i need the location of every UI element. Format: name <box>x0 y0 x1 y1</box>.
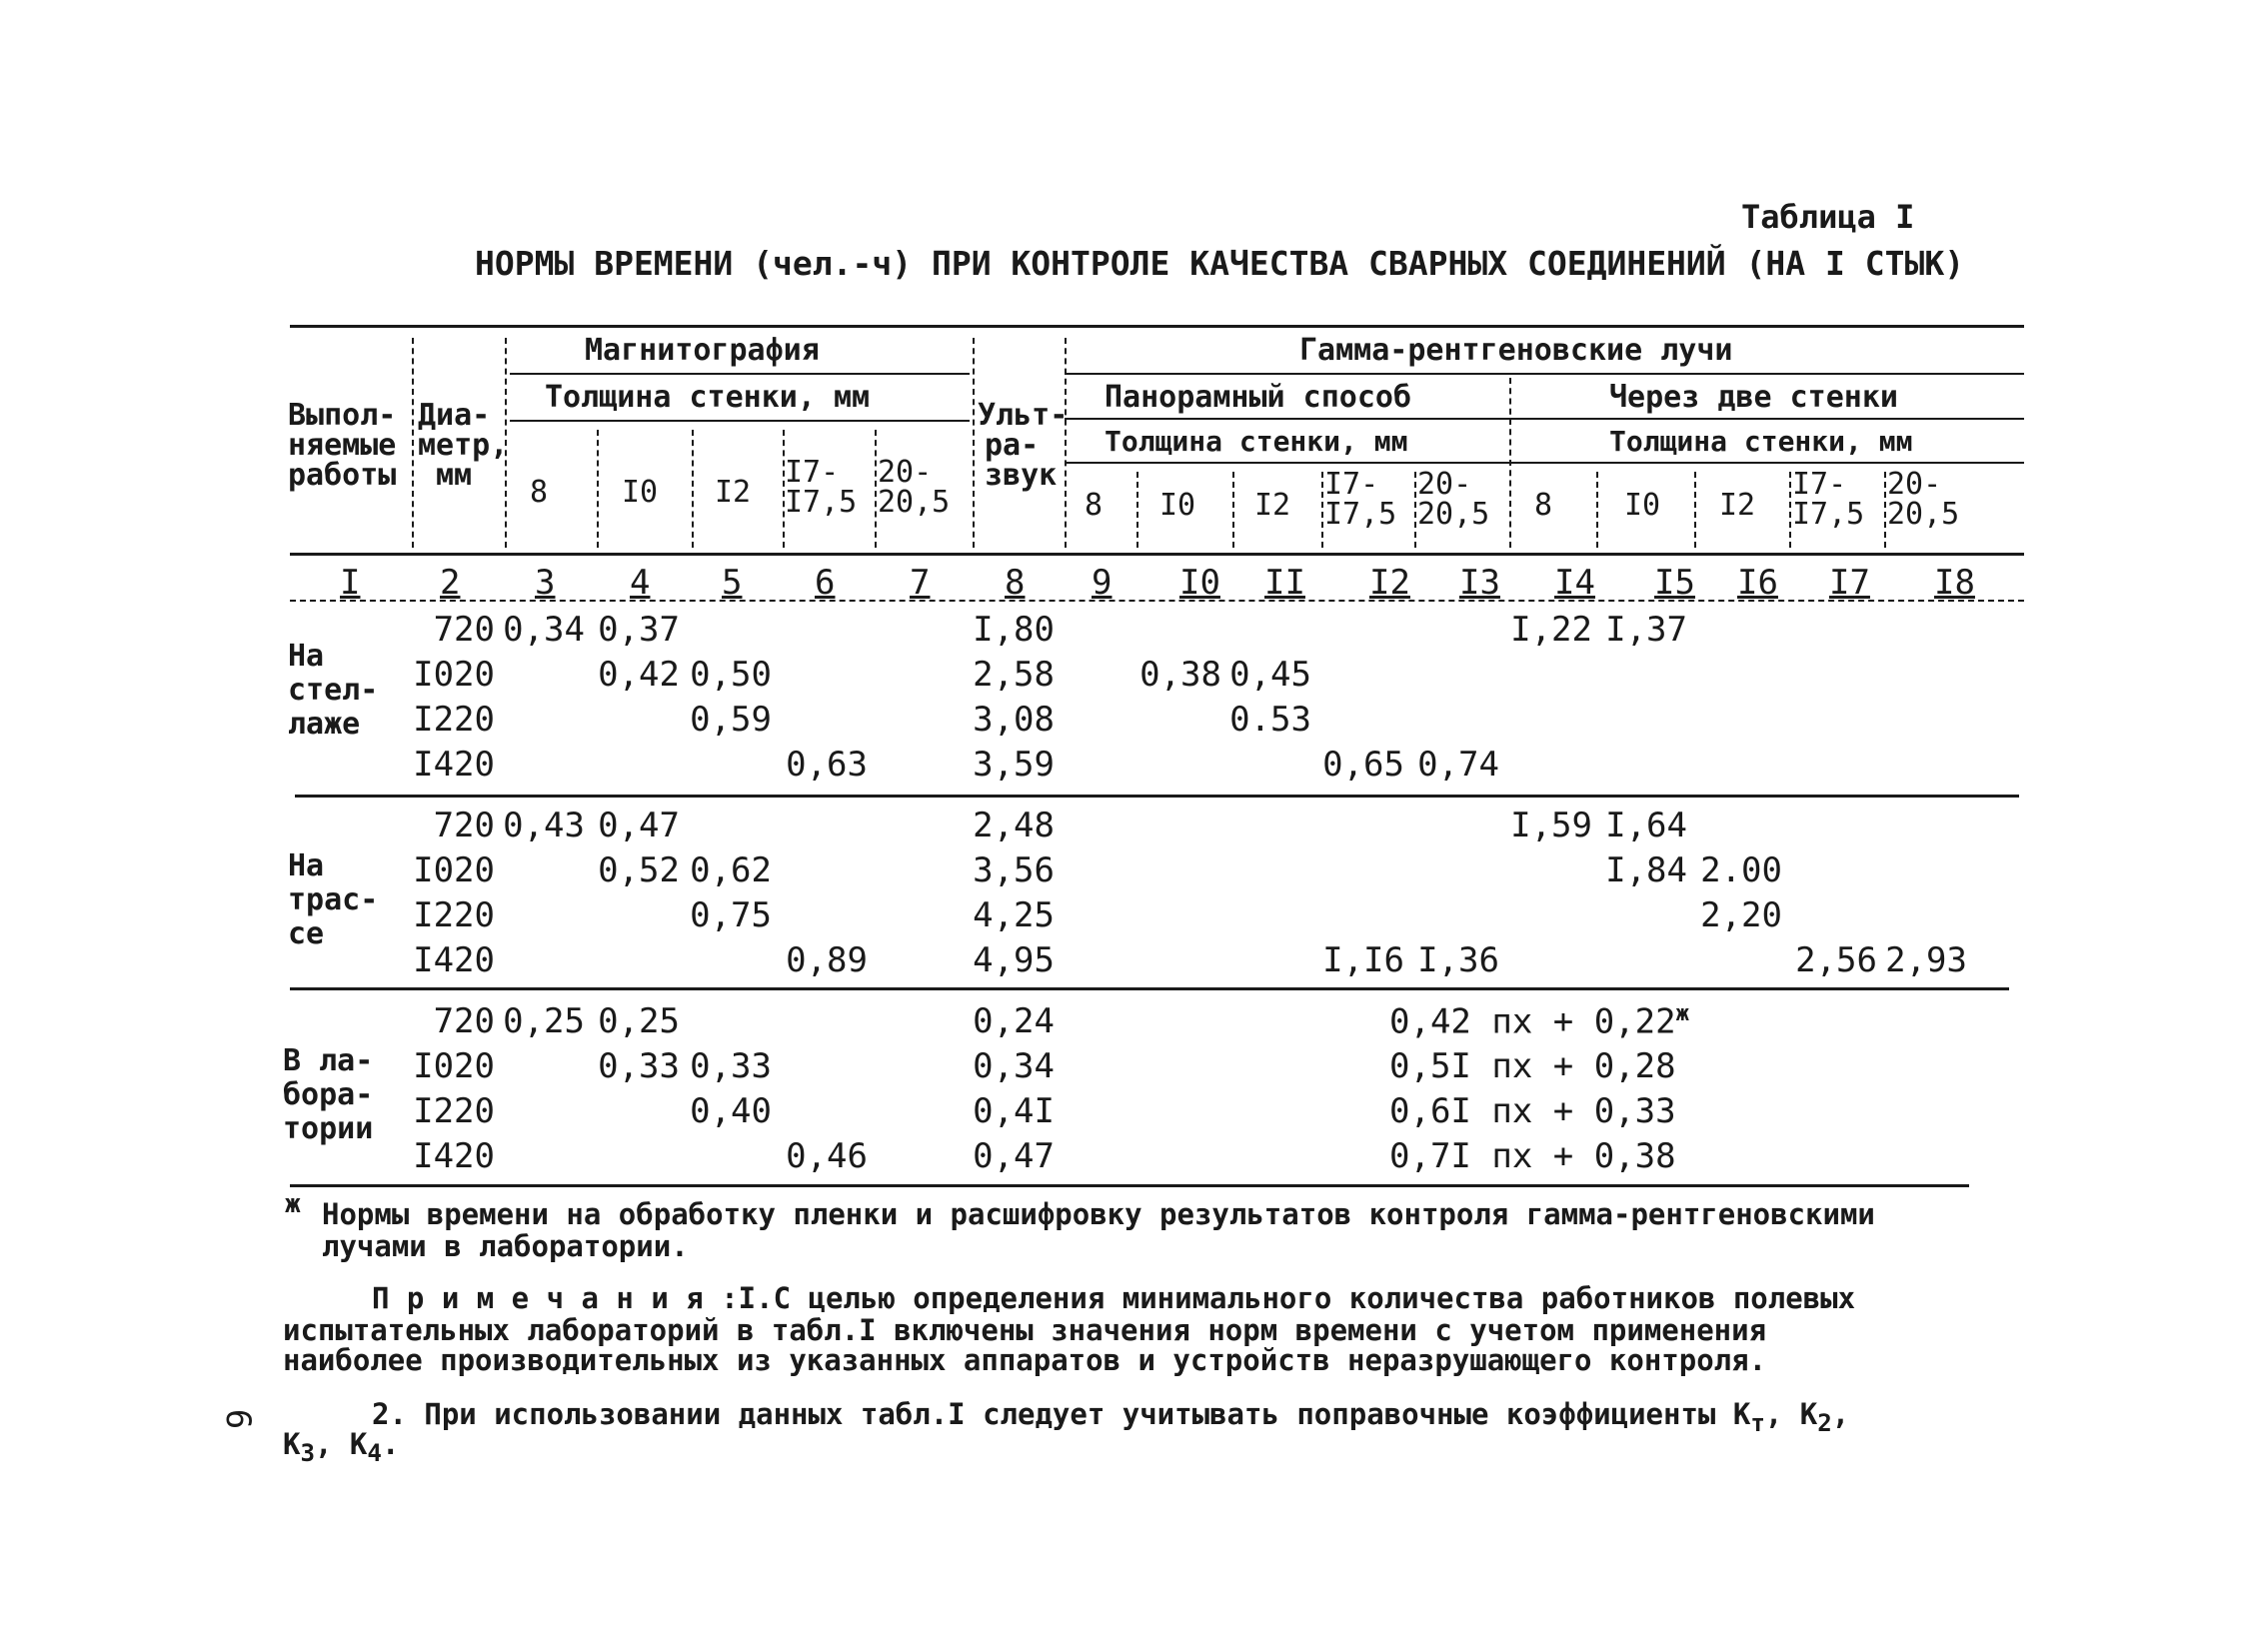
column-number: I4 <box>1554 563 1595 603</box>
notes-line-2: испытательных лабораторий в табл.I включены значения норм времени с учетом применения <box>283 1313 1767 1347</box>
value-cell-col-8: 3,56 <box>973 850 1055 890</box>
table-caption: Таблица I <box>1741 198 1915 236</box>
value-cell-col-13: 0,74 <box>1417 745 1499 785</box>
value-cell-col-15: I,64 <box>1605 806 1687 845</box>
gamma-lab-formula <box>1389 1001 1689 1041</box>
value-cell-col-4: 0,47 <box>598 806 680 845</box>
column-number: 8 <box>1005 563 1026 603</box>
two-walls-header: Через две стенки <box>1609 380 1898 415</box>
value-cell-col-5: 0,75 <box>690 895 772 935</box>
tw-th-17: I7-I7,5 <box>1792 467 1865 532</box>
table-top-rule <box>290 325 2024 328</box>
column-number: I6 <box>1737 563 1778 603</box>
value-cell-col-3: 0,34 <box>503 610 585 650</box>
magnet-thick-rule <box>510 420 970 422</box>
column-number: 5 <box>722 563 743 603</box>
value-cell-col-5: 0,50 <box>690 655 772 695</box>
diameter-cell: I020 <box>413 850 495 890</box>
mag-th-20: 20-20,5 <box>878 455 951 520</box>
diameter-cell: I220 <box>413 700 495 740</box>
group-label-stellage: На стел- лаже <box>288 639 379 742</box>
gamma-lab-formula <box>1389 1046 1676 1086</box>
value-cell-col-3: 0,25 <box>503 1001 585 1041</box>
column-number: I5 <box>1654 563 1695 603</box>
panoramic-thickness-header: Толщина стенки, мм <box>1105 425 1408 458</box>
value-cell-col-6: 0,46 <box>786 1136 868 1176</box>
gamma-lab-formula-text: 0,7I пх + 0,38 <box>1389 1136 1676 1176</box>
value-cell-col-8: 0,24 <box>973 1001 1055 1041</box>
value-cell-col-3: 0,43 <box>503 806 585 845</box>
column-number: I3 <box>1459 563 1500 603</box>
magnetography-header: Магнитография <box>585 333 820 368</box>
column-number: I <box>340 563 361 603</box>
value-cell-col-8: 2,58 <box>973 655 1055 695</box>
value-cell-col-18: 2,93 <box>1885 940 1967 980</box>
column-number: I8 <box>1934 563 1975 603</box>
diameter-cell: I420 <box>413 940 495 980</box>
diameter-cell: I420 <box>413 1136 495 1176</box>
value-cell-col-4: 0,33 <box>598 1046 680 1086</box>
value-cell-col-15: I,37 <box>1605 610 1687 650</box>
column-number: 4 <box>630 563 651 603</box>
footnote-ref-mark: ж <box>1675 1001 1689 1026</box>
value-cell-col-11: 0,45 <box>1229 655 1311 695</box>
value-cell-col-16: 2,20 <box>1700 895 1782 935</box>
gamma-lab-formula-text: 0,5I пх + 0,28 <box>1389 1046 1676 1086</box>
value-cell-col-13: I,36 <box>1417 940 1499 980</box>
value-cell-col-8: 0,34 <box>973 1046 1055 1086</box>
tw-th-10: I0 <box>1624 488 1661 523</box>
column-number: II <box>1264 563 1305 603</box>
value-cell-col-4: 0,52 <box>598 850 680 890</box>
work-col-header-3: работы <box>288 458 397 493</box>
column-number: I7 <box>1829 563 1870 603</box>
pan-th-12: I2 <box>1254 488 1291 523</box>
magnet-rule <box>510 373 970 375</box>
value-cell-col-8: 4,95 <box>973 940 1055 980</box>
diameter-cell: 720 <box>433 1001 495 1041</box>
pan-th-17: I7-I7,5 <box>1324 467 1397 532</box>
ultrasound-header-1: Ульт- <box>978 398 1069 433</box>
value-cell-col-14: I,59 <box>1510 806 1592 845</box>
diam-col-header-2: метр, <box>418 428 509 463</box>
table-title: НОРМЫ ВРЕМЕНИ (чел.-ч) ПРИ КОНТРОЛЕ КАЧЕСТВА СВАРНЫХ СОЕДИНЕНИЙ (НА I СТЫК) <box>475 244 1965 283</box>
value-cell-col-8: 3,59 <box>973 745 1055 785</box>
value-cell-col-8: I,80 <box>973 610 1055 650</box>
column-number: I2 <box>1369 563 1410 603</box>
diameter-cell: 720 <box>433 806 495 845</box>
column-number: 7 <box>910 563 931 603</box>
column-number: 3 <box>535 563 556 603</box>
page-mark: 6 <box>218 1408 259 1430</box>
footnote-line-1: Нормы времени на обработку пленки и расшифровку результатов контроля гамма-рентгеновскими <box>322 1197 1875 1231</box>
two-walls-thickness-header: Толщина стенки, мм <box>1609 425 1913 458</box>
magnet-thickness-header: Толщина стенки, мм <box>545 380 871 415</box>
footnote-line-2: лучами в лаборатории. <box>322 1229 689 1263</box>
notes-line-5: $К_3$, $К_4$. <box>283 1427 400 1467</box>
notes-line-3: наиболее производительных из указанных аппаратов и устройств неразрушающего контроля. <box>283 1343 1767 1377</box>
mag-th-12: I2 <box>715 475 752 510</box>
value-cell-col-5: 0,59 <box>690 700 772 740</box>
value-cell-col-4: 0,37 <box>598 610 680 650</box>
value-cell-col-4: 0,25 <box>598 1001 680 1041</box>
value-cell-col-14: I,22 <box>1510 610 1592 650</box>
value-cell-col-11: 0.53 <box>1229 700 1311 740</box>
column-number: 6 <box>815 563 836 603</box>
column-number: I0 <box>1179 563 1220 603</box>
gamma-lab-formula <box>1389 1091 1676 1131</box>
value-cell-col-15: I,84 <box>1605 850 1687 890</box>
group-rule-2 <box>290 987 2009 990</box>
value-cell-col-12: I,I6 <box>1322 940 1404 980</box>
value-cell-col-16: 2.00 <box>1700 850 1782 890</box>
value-cell-col-8: 4,25 <box>973 895 1055 935</box>
mag-th-8: 8 <box>530 475 549 510</box>
diam-col-header-1: Диа- <box>418 398 491 433</box>
group-rule-1 <box>295 795 2019 798</box>
group-label-trassa: На трас- се <box>288 848 379 951</box>
value-cell-col-4: 0,42 <box>598 655 680 695</box>
work-col-header-1: Выпол- <box>288 398 397 433</box>
diam-col-header-3: мм <box>436 458 473 493</box>
pan-th-10: I0 <box>1159 488 1196 523</box>
value-cell-col-6: 0,89 <box>786 940 868 980</box>
diameter-cell: I220 <box>413 1091 495 1131</box>
value-cell-col-5: 0,40 <box>690 1091 772 1131</box>
work-col-header-2: няемые <box>288 428 397 463</box>
table-bottom-rule <box>290 1184 1969 1187</box>
pan-th-20: 20-20,5 <box>1417 467 1490 532</box>
diameter-cell: I420 <box>413 745 495 785</box>
mag-th-10: I0 <box>622 475 659 510</box>
value-cell-col-12: 0,65 <box>1322 745 1404 785</box>
value-cell-col-8: 0,47 <box>973 1136 1055 1176</box>
header-bottom-rule <box>290 553 2024 556</box>
value-cell-col-10: 0,38 <box>1139 655 1221 695</box>
gamma-rule <box>1065 373 2024 375</box>
gamma-lab-formula <box>1389 1136 1676 1176</box>
value-cell-col-8: 0,4I <box>973 1091 1055 1131</box>
footnote-mark: ж <box>285 1189 301 1219</box>
mag-th-17: I7-I7,5 <box>785 455 858 520</box>
tw-th-8: 8 <box>1534 488 1553 523</box>
diameter-cell: 720 <box>433 610 495 650</box>
group-label-lab: В ла- бора- тории <box>283 1043 374 1146</box>
notes-line-4: 2. При использовании данных табл.I следует учитывать поправочные коэффициенты $К_т$, $К_2$, <box>372 1397 1850 1437</box>
value-cell-col-8: 2,48 <box>973 806 1055 845</box>
gamma-lab-formula-text: 0,6I пх + 0,33 <box>1389 1091 1676 1131</box>
ultrasound-header-3: звук <box>985 458 1058 493</box>
pan-th-8: 8 <box>1085 488 1104 523</box>
column-number: 2 <box>440 563 461 603</box>
diameter-cell: I020 <box>413 655 495 695</box>
panoramic-header: Панорамный способ <box>1105 380 1412 415</box>
gamma-lab-formula-text: 0,42 пх + 0,22 <box>1389 1001 1676 1042</box>
value-cell-col-6: 0,63 <box>786 745 868 785</box>
ultrasound-header-2: ра- <box>985 428 1040 463</box>
tw-th-12: I2 <box>1719 488 1756 523</box>
gamma-method-rule <box>1065 418 2024 420</box>
gamma-header: Гамма-рентгеновские лучи <box>1299 333 1733 368</box>
tw-th-20: 20-20,5 <box>1887 467 1960 532</box>
notes-line-1: П р и м е ч а н и я :I.С целью определения минимального количества работников полевых <box>372 1281 1856 1315</box>
diameter-cell: I220 <box>413 895 495 935</box>
value-cell-col-17: 2,56 <box>1795 940 1877 980</box>
value-cell-col-8: 3,08 <box>973 700 1055 740</box>
value-cell-col-5: 0,62 <box>690 850 772 890</box>
diameter-cell: I020 <box>413 1046 495 1086</box>
value-cell-col-5: 0,33 <box>690 1046 772 1086</box>
column-number: 9 <box>1092 563 1113 603</box>
gamma-thick-rule <box>1065 462 2024 464</box>
